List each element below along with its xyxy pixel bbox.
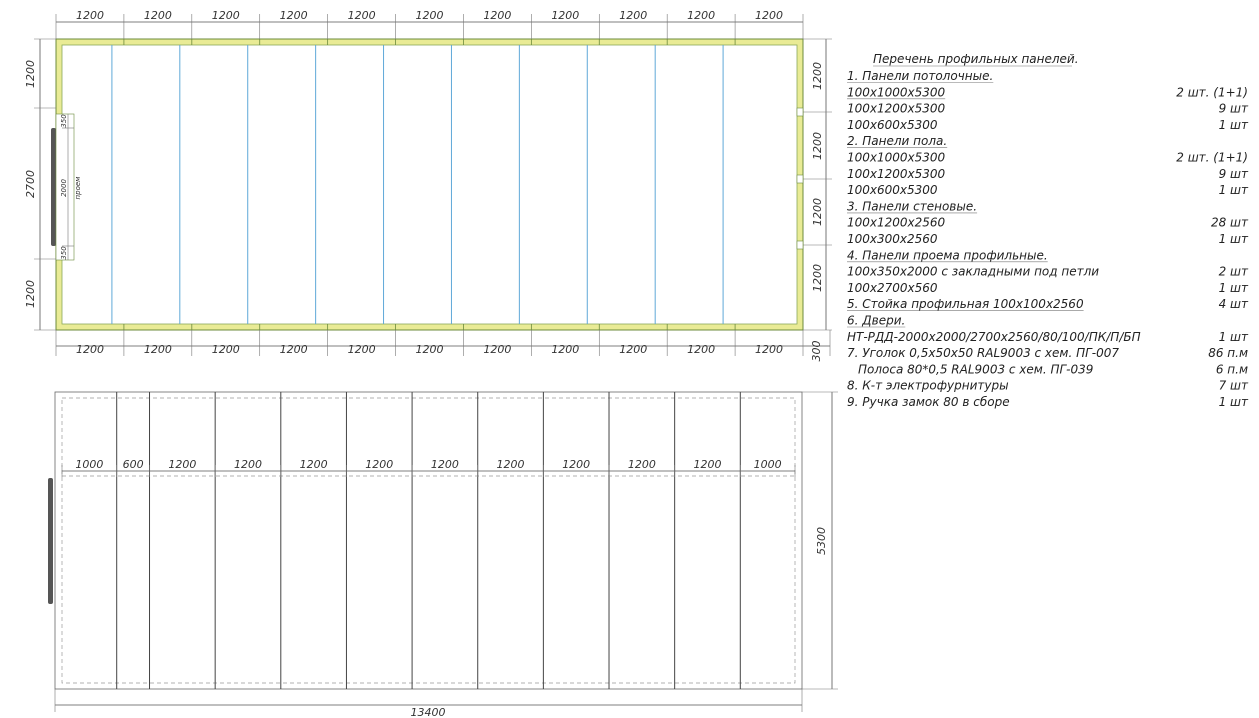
door-dim-top: 350 xyxy=(60,114,68,128)
floor-dimension-label: 1200 xyxy=(496,458,525,471)
spec-item-name: 100x1200x5300 xyxy=(847,166,946,181)
floor-height-dim: 5300 xyxy=(815,527,828,555)
spec-item-name: 8. К-т электрофурнитуры xyxy=(847,378,1009,393)
dimension-label: 1200 xyxy=(551,9,580,22)
plan-inner-area xyxy=(62,45,797,324)
spec-item-qty: 1 шт xyxy=(1218,183,1248,198)
dimension-label: 1200 xyxy=(483,343,512,356)
floor-dimension-label: 1200 xyxy=(365,458,394,471)
dimension-label: 1200 xyxy=(279,343,308,356)
plan-top-dimensions xyxy=(56,9,803,39)
spec-item-qty: 1 шт xyxy=(1218,117,1248,132)
floor-dimension-label: 1200 xyxy=(430,458,459,471)
spec-title: Перечень профильных панелей. xyxy=(873,52,1079,66)
plan-right-dim-3: 1200 xyxy=(811,198,824,226)
floor-dimension-label: 1200 xyxy=(627,458,656,471)
plan-bottom-dimensions xyxy=(56,330,830,356)
door-label: проем xyxy=(74,176,82,200)
floor-view xyxy=(48,392,838,718)
dimension-label: 1200 xyxy=(279,9,308,22)
spec-item-name: НТ-РДД-2000x2000/2700x2560/80/100/ПК/П/БП xyxy=(847,329,1141,344)
spec-item-qty: 2 шт. (1+1) xyxy=(1176,85,1248,100)
dimension-label: 1200 xyxy=(483,9,512,22)
door-dim-middle: 2000 xyxy=(60,179,68,197)
spec-item-qty: 1 шт xyxy=(1218,395,1248,409)
dimension-label: 1200 xyxy=(619,9,648,22)
spec-item-qty: 9 шт xyxy=(1218,166,1248,181)
spec-item-qty: 6 п.м xyxy=(1215,362,1248,377)
floor-dimension-label: 1200 xyxy=(233,458,262,471)
spec-item-qty: 9 шт xyxy=(1218,101,1248,116)
floor-dimension-label: 1000 xyxy=(753,458,782,471)
specification-list xyxy=(847,52,1249,409)
dimension-label: 1200 xyxy=(755,9,784,22)
spec-item-name: 3. Панели стеновые. xyxy=(847,199,978,214)
spec-item-name: 100x1000x5300 xyxy=(847,85,946,100)
dimension-label: 1200 xyxy=(347,343,376,356)
dimension-label: 1200 xyxy=(211,343,240,356)
spec-item-name: 7. Уголок 0,5x50x50 RAL9003 с хем. ПГ-007 xyxy=(847,346,1120,361)
floor-outer xyxy=(55,392,802,689)
floor-dimension-label: 1200 xyxy=(562,458,591,471)
spec-item-qty: 1 шт xyxy=(1218,329,1248,344)
plan-right-dim-4: 1200 xyxy=(811,264,824,292)
plan-left-dim-3: 1200 xyxy=(24,280,37,308)
spec-item-qty: 1 шт xyxy=(1218,232,1248,246)
door-dim-bottom: 350 xyxy=(60,246,68,260)
floor-total-dim: 13400 xyxy=(410,706,446,718)
dimension-label: 1200 xyxy=(687,9,716,22)
dimension-label: 1200 xyxy=(143,343,172,356)
spec-item-name: 1. Панели потолочные. xyxy=(847,69,994,83)
floor-dimension-label: 1000 xyxy=(75,458,104,471)
dimension-label: 1200 xyxy=(687,343,716,356)
spec-item-name: 100x600x5300 xyxy=(847,183,938,198)
plan-door-handle xyxy=(51,128,56,246)
spec-item-qty: 28 шт xyxy=(1210,215,1248,230)
floor-door-handle xyxy=(48,478,53,604)
plan-left-dim-2: 2700 xyxy=(24,170,37,198)
spec-item-name: 100x1200x5300 xyxy=(847,101,946,116)
spec-item-name: 2. Панели пола. xyxy=(847,134,948,149)
dimension-label: 1200 xyxy=(755,343,784,356)
spec-item-name: 4. Панели проема профильные. xyxy=(847,248,1048,263)
plan-left-dim-1: 1200 xyxy=(24,60,37,88)
spec-item-name: 5. Стойка профильная 100x100x2560 xyxy=(847,297,1084,312)
spec-item-name: 100x1200x2560 xyxy=(847,215,946,230)
dimension-label: 1200 xyxy=(551,343,580,356)
dimension-label: 1200 xyxy=(619,343,648,356)
spec-item-name: 100x300x2560 xyxy=(847,232,938,246)
dimension-label: 1200 xyxy=(211,9,240,22)
spec-item-qty: 2 шт xyxy=(1218,264,1248,279)
spec-item-qty: 2 шт. (1+1) xyxy=(1176,150,1248,165)
plan-right-dim-2: 1200 xyxy=(811,132,824,160)
spec-item-name: 9. Ручка замок 80 в сборе xyxy=(847,395,1010,409)
dimension-label: 1200 xyxy=(75,343,104,356)
plan-bottom-extra-dim: 300 xyxy=(810,340,823,362)
spec-item-name: 6. Двери. xyxy=(847,313,906,328)
spec-item-qty: 1 шт xyxy=(1218,280,1248,295)
spec-item-name: Полоса 80*0,5 RAL9003 с хем. ПГ-039 xyxy=(858,362,1094,377)
floor-dimension-label: 1200 xyxy=(693,458,722,471)
spec-item-name: 100x600x5300 xyxy=(847,117,938,132)
floor-dimension-label: 1200 xyxy=(299,458,328,471)
dimension-label: 1200 xyxy=(415,343,444,356)
floor-dimension-label: 600 xyxy=(122,458,144,471)
spec-item-name: 100x350x2000 с закладными под петли xyxy=(847,264,1100,279)
spec-item-name: 100x1000x5300 xyxy=(847,150,946,165)
dimension-label: 1200 xyxy=(347,9,376,22)
dimension-label: 1200 xyxy=(143,9,172,22)
dimension-label: 1200 xyxy=(415,9,444,22)
plan-right-dim-1: 1200 xyxy=(811,62,824,90)
plan-view xyxy=(24,9,832,362)
spec-item-qty: 86 п.м xyxy=(1208,346,1248,361)
spec-item-qty: 4 шт xyxy=(1218,297,1248,312)
dimension-label: 1200 xyxy=(75,9,104,22)
spec-item-qty: 7 шт xyxy=(1218,378,1248,393)
spec-item-name: 100x2700x560 xyxy=(847,280,938,295)
spec-rows xyxy=(847,69,1249,409)
floor-dimension-label: 1200 xyxy=(168,458,197,471)
